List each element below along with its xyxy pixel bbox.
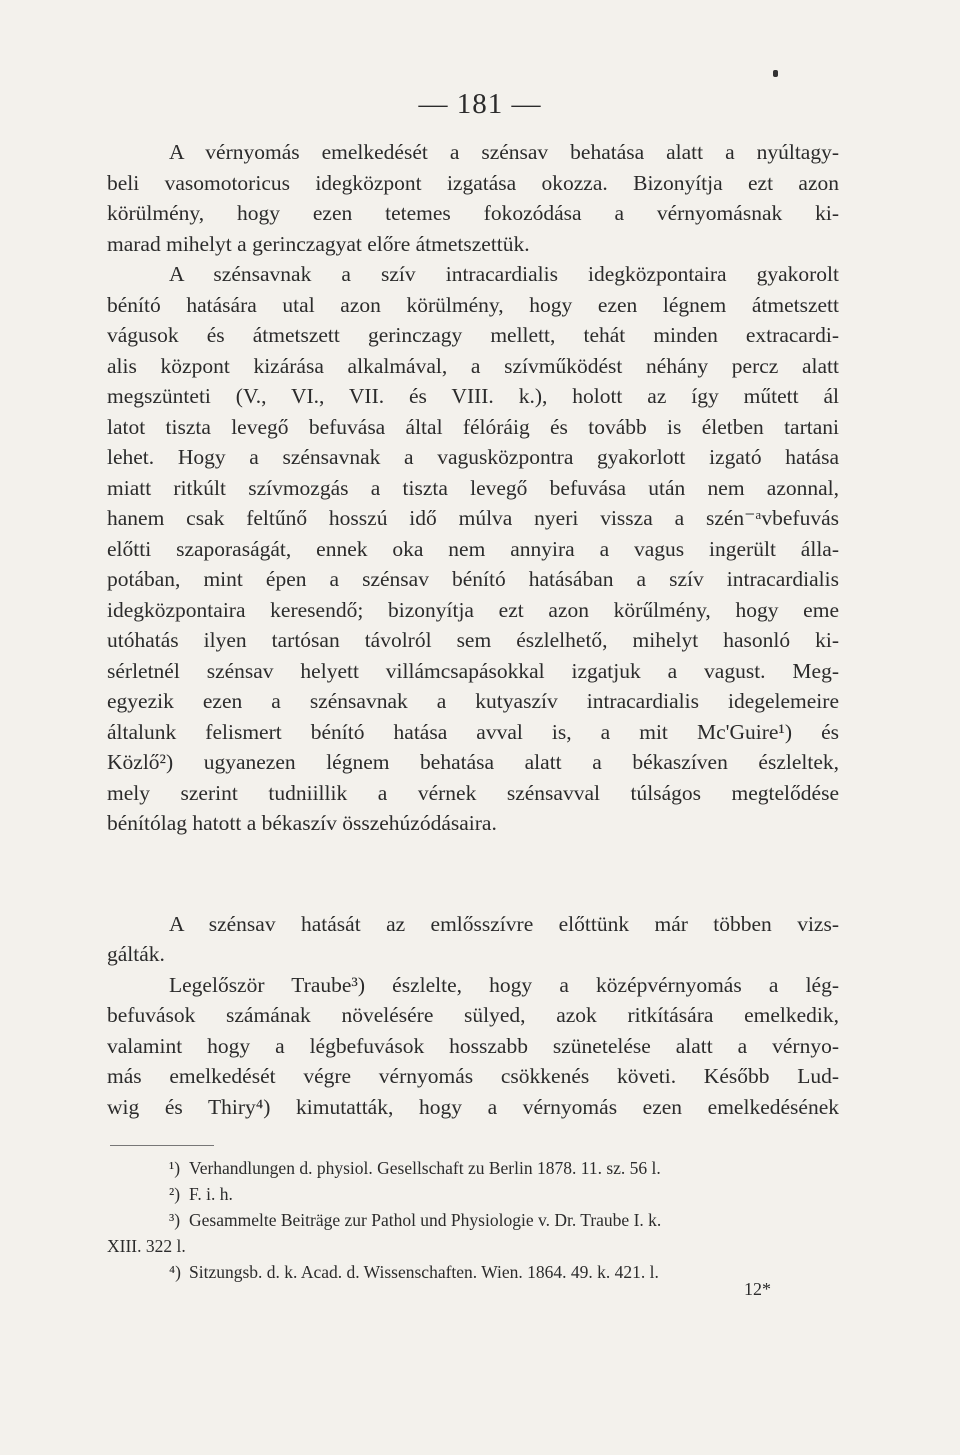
footnote-text: F. i. h. bbox=[189, 1184, 233, 1204]
text-line: utóhatás ilyen tartósan távolról sem észlelhető, mihelyt hasonló ki- bbox=[107, 628, 839, 652]
text-line: bénítólag hatott a békaszív összehúzódásaira. bbox=[107, 811, 497, 835]
footnote-mark: ¹) bbox=[169, 1158, 181, 1178]
body-text bbox=[107, 137, 839, 1122]
footnote-text: Sitzungsb. d. k. Acad. d. Wissenschaften. Wien. 1864. 49. k. 421. l. bbox=[189, 1262, 659, 1282]
text-line: potában, mint épen a szénsav bénító hatásában a szív intracardialis bbox=[107, 567, 839, 591]
text-line: befuvások számának növelésére sülyed, azok ritkítására emelkedik, bbox=[107, 1003, 839, 1027]
footnote-mark: ²) bbox=[169, 1184, 181, 1204]
footnote-text: Verhandlungen d. physiol. Gesellschaft zu Berlin 1878. 11. sz. 56 l. bbox=[189, 1158, 661, 1178]
text-line: lehet. Hogy a szénsavnak a vagusközpontra gyakorlott izgató hatása bbox=[107, 445, 839, 469]
paragraph-2 bbox=[107, 259, 839, 839]
text-line: általunk felismert bénító hatása avval is, a mit Mc'Guire¹) és bbox=[107, 719, 839, 744]
footnote-mark: ⁴) bbox=[169, 1262, 181, 1282]
signature-mark: 12* bbox=[744, 1279, 771, 1299]
text-line: hanem csak feltűnő hosszú idő múlva nyeri vissza a szén⁻ᵃvbefuvás bbox=[107, 506, 839, 530]
paragraph-gap bbox=[107, 839, 839, 909]
text-line: mely szerint tudniillik a vérnek szénsavval túlságos megtelődése bbox=[107, 780, 839, 805]
text-line: A vérnyomás emelkedését a szénsav behatása alatt a nyúltagy- bbox=[169, 140, 839, 164]
paragraph-1 bbox=[107, 137, 839, 259]
footnote-rule bbox=[110, 1145, 214, 1146]
text-line: más emelkedését végre vérnyomás csökkenés követi. Később Lud- bbox=[107, 1064, 839, 1088]
footnotes bbox=[107, 1155, 839, 1285]
ink-speck bbox=[773, 70, 778, 77]
text-line: wig és Thiry⁴) kimutatták, hogy a vérnyomás ezen emelkedésének bbox=[107, 1094, 839, 1119]
footnote-text: Gesammelte Beiträge zur Pathol und Physiologie v. Dr. Traube I. k. bbox=[189, 1210, 662, 1230]
footnote bbox=[107, 1207, 839, 1233]
footnote-text: XIII. 322 l. bbox=[107, 1236, 186, 1256]
text-line: előtti szaporaságát, ennek oka nem annyira a vagus ingerült álla- bbox=[107, 536, 839, 561]
text-line: A szénsav hatását az emlősszívre előttünk már többen vizs- bbox=[169, 911, 839, 936]
footnote bbox=[107, 1259, 839, 1285]
footnote bbox=[107, 1155, 839, 1181]
text-line: beli vasomotoricus idegközpont izgatása okozza. Bizonyítja ezt azon bbox=[107, 170, 839, 195]
text-line: gálták. bbox=[107, 942, 165, 966]
text-line: bénító hatására utal azon körülmény, hogy ezen légnem átmetszett bbox=[107, 292, 839, 317]
text-line: valamint hogy a légbefuvások hosszabb szünetelése alatt a vérnyo- bbox=[107, 1033, 839, 1058]
text-line: körülmény, hogy ezen tetemes fokozódása a vérnyomásnak ki- bbox=[107, 201, 839, 225]
text-line: sérletnél szénsav helyett villámcsapásokkal izgatjuk a vagust. Meg- bbox=[107, 658, 839, 683]
text-line: latot tiszta levegő befuvása által félóráig és tovább is életben tartani bbox=[107, 414, 839, 439]
text-line: marad mihelyt a gerinczagyat előre átmetszettük. bbox=[107, 231, 530, 256]
footnote bbox=[107, 1181, 839, 1207]
text-line: Legelőször Traube³) észlelte, hogy a középvérnyomás a lég- bbox=[169, 972, 839, 997]
text-line: vágusok és átmetszett gerinczagy mellett, tehát minden extracardi- bbox=[107, 323, 839, 347]
page-number: — 181 — bbox=[418, 88, 542, 120]
text-line: idegközpontaira keresendő; bizonyítja ezt azon körűlmény, hogy eme bbox=[107, 597, 839, 622]
paragraph-4 bbox=[107, 970, 839, 1123]
text-line: A szénsavnak a szív intracardialis idegközpontaira gyakorolt bbox=[169, 262, 839, 286]
text-line: miatt ritkúlt szívmozgás a tiszta levegő befuvása után nem azonnal, bbox=[107, 475, 839, 500]
text-line: Közlő²) ugyanezen légnem behatása alatt a békaszíven észleltek, bbox=[107, 750, 839, 774]
footnote-mark: ³) bbox=[169, 1210, 181, 1230]
paragraph-3 bbox=[107, 909, 839, 970]
footnote-continuation bbox=[107, 1233, 839, 1259]
text-line: egyezik ezen a szénsavnak a kutyaszív intracardialis idegelemeire bbox=[107, 689, 839, 713]
text-line: megszünteti (V., VI., VII. és VIII. k.), holott az így műtett ál bbox=[107, 384, 839, 408]
text-line: alis központ kizárása alkalmával, a szívműködést néhány percz alatt bbox=[107, 353, 839, 378]
